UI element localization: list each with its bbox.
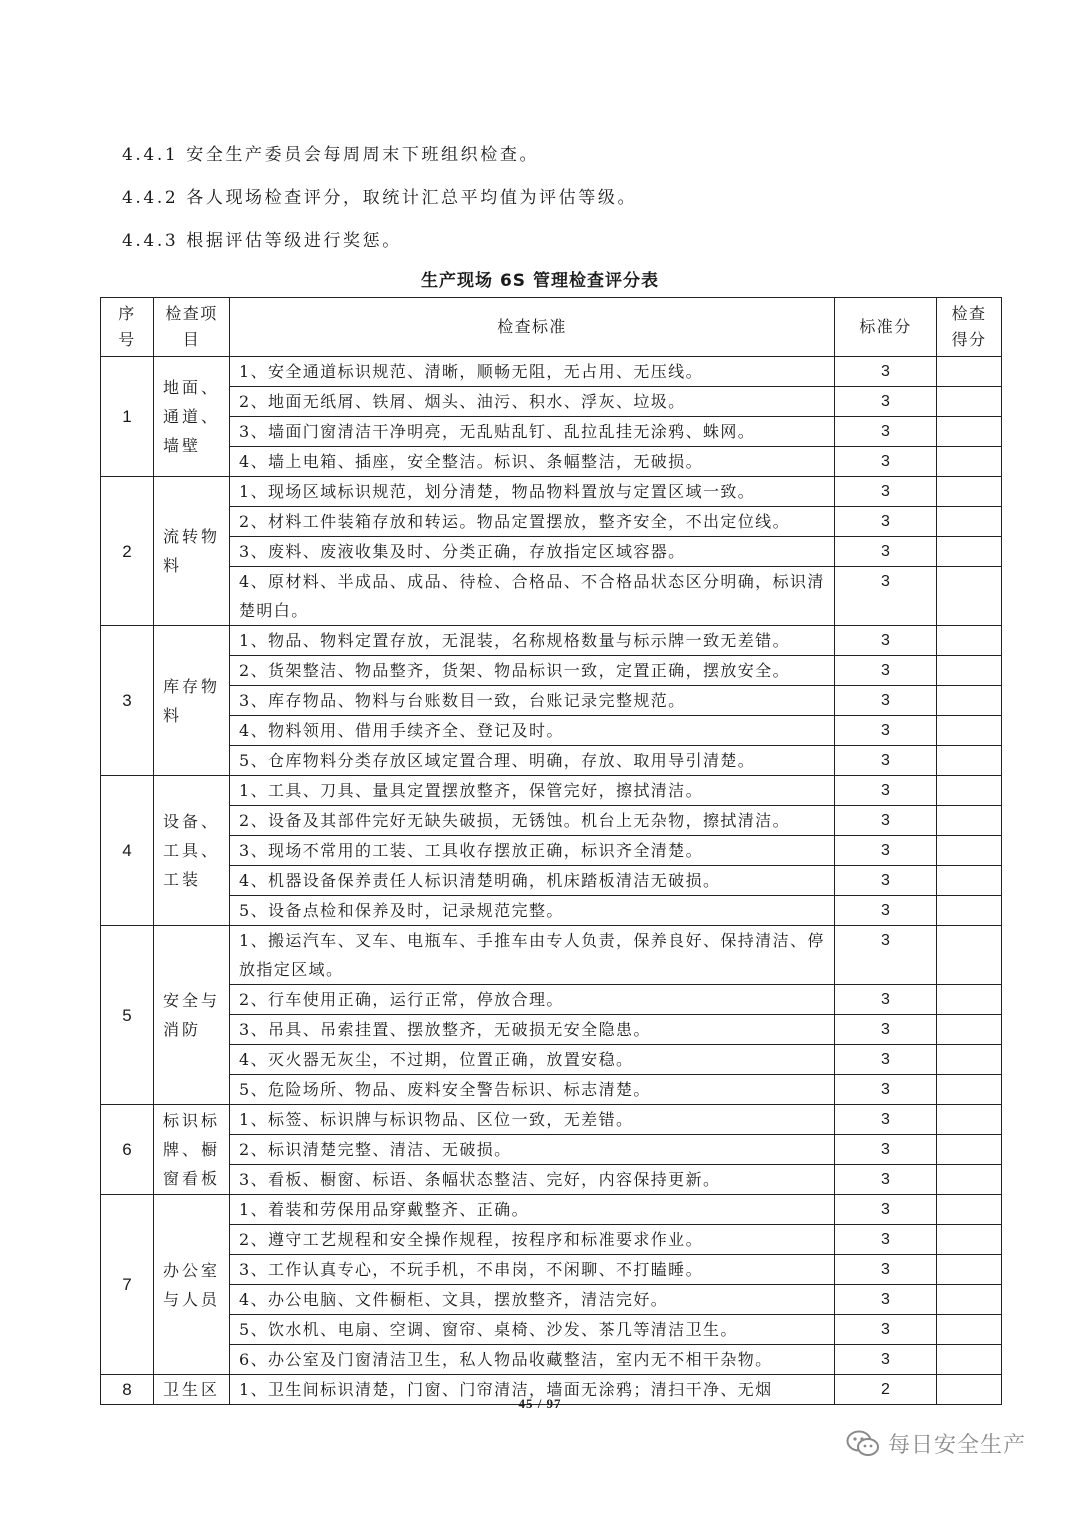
- inspection-score-cell[interactable]: [937, 1045, 1002, 1075]
- table-row: [101, 1135, 1002, 1165]
- table-row: [101, 985, 1002, 1015]
- inspection-standard: 1、现场区域标识规范，划分清楚，物品物料置放与定置区域一致。: [230, 477, 835, 507]
- standard-score: 3: [835, 1135, 937, 1165]
- inspection-item: 流转物料: [154, 477, 230, 626]
- inspection-score-table: [100, 297, 1002, 1405]
- inspection-standard: 2、材料工件装箱存放和转运。物品定置摆放，整齐安全，不出定位线。: [230, 507, 835, 537]
- header-no: 序号: [101, 298, 154, 357]
- inspection-standard: 3、看板、橱窗、标语、条幅状态整洁、完好，内容保持更新。: [230, 1165, 835, 1195]
- table-row: [101, 926, 1002, 985]
- row-number: 1: [101, 357, 154, 477]
- inspection-standard: 2、标识清楚完整、清洁、无破损。: [230, 1135, 835, 1165]
- table-row: [101, 507, 1002, 537]
- inspection-score-cell[interactable]: [937, 656, 1002, 686]
- standard-score: 3: [835, 716, 937, 746]
- inspection-score-cell[interactable]: [937, 357, 1002, 387]
- inspection-score-cell[interactable]: [937, 387, 1002, 417]
- inspection-item: 安全与消防: [154, 926, 230, 1105]
- table-row: [101, 1255, 1002, 1285]
- table-row: [101, 836, 1002, 866]
- standard-score: 3: [835, 1255, 937, 1285]
- inspection-standard: 2、货架整洁、物品整齐，货架、物品标识一致，定置正确，摆放安全。: [230, 656, 835, 686]
- standard-score: 3: [835, 1165, 937, 1195]
- table-row: [101, 1075, 1002, 1105]
- table-row: [101, 746, 1002, 776]
- table-row: [101, 387, 1002, 417]
- inspection-score-cell[interactable]: [937, 1135, 1002, 1165]
- standard-score: 3: [835, 985, 937, 1015]
- standard-score: 3: [835, 447, 937, 477]
- table-row: [101, 447, 1002, 477]
- table-row: [101, 1195, 1002, 1225]
- table-row: [101, 626, 1002, 656]
- inspection-score-cell[interactable]: [937, 417, 1002, 447]
- inspection-standard: 2、行车使用正确，运行正常，停放合理。: [230, 985, 835, 1015]
- inspection-standard: 6、办公室及门窗清洁卫生，私人物品收藏整洁，室内无不相干杂物。: [230, 1345, 835, 1375]
- standard-score: 3: [835, 776, 937, 806]
- table-header-row: [101, 298, 1002, 357]
- inspection-item: 库存物料: [154, 626, 230, 776]
- inspection-standard: 1、物品、物料定置存放，无混装，名称规格数量与标示牌一致无差错。: [230, 626, 835, 656]
- watermark-text: 每日安全生产: [888, 1433, 1027, 1458]
- standard-score: 3: [835, 477, 937, 507]
- inspection-standard: 1、搬运汽车、叉车、电瓶车、手推车由专人负责，保养良好、保持清洁、停放指定区域。: [230, 926, 835, 985]
- standard-score: 3: [835, 746, 937, 776]
- inspection-score-cell[interactable]: [937, 926, 1002, 985]
- inspection-score-cell[interactable]: [937, 1165, 1002, 1195]
- inspection-standard: 3、库存物品、物料与台账数目一致，台账记录完整规范。: [230, 686, 835, 716]
- paragraph-4-4-1: 4.4.1 安全生产委员会每周周末下班组织检查。: [122, 145, 540, 165]
- inspection-score-cell[interactable]: [937, 716, 1002, 746]
- standard-score: 3: [835, 1105, 937, 1135]
- table-row: [101, 806, 1002, 836]
- watermark: [846, 1428, 1026, 1459]
- standard-score: 2: [835, 1375, 937, 1405]
- inspection-score-cell[interactable]: [937, 1075, 1002, 1105]
- inspection-score-cell[interactable]: [937, 1255, 1002, 1285]
- inspection-standard: 4、物料领用、借用手续齐全、登记及时。: [230, 716, 835, 746]
- inspection-standard: 5、仓库物料分类存放区域定置合理、明确，存放、取用导引清楚。: [230, 746, 835, 776]
- table-row: [101, 896, 1002, 926]
- inspection-item: 标识标牌、橱窗看板: [154, 1105, 230, 1195]
- inspection-item: 地面、通道、墙壁: [154, 357, 230, 477]
- table-row: [101, 1105, 1002, 1135]
- inspection-standard: 3、废料、废液收集及时、分类正确，存放指定区域容器。: [230, 537, 835, 567]
- table-row: [101, 776, 1002, 806]
- inspection-score-cell[interactable]: [937, 985, 1002, 1015]
- inspection-standard: 2、地面无纸屑、铁屑、烟头、油污、积水、浮灰、垃圾。: [230, 387, 835, 417]
- inspection-score-cell[interactable]: [937, 776, 1002, 806]
- table-title: 生产现场 6S 管理检查评分表: [421, 271, 659, 291]
- table-row: [101, 537, 1002, 567]
- table-row: [101, 477, 1002, 507]
- table-row: [101, 567, 1002, 626]
- inspection-standard: 1、标签、标识牌与标识物品、区位一致，无差错。: [230, 1105, 835, 1135]
- inspection-score-cell[interactable]: [937, 686, 1002, 716]
- standard-score: 3: [835, 1345, 937, 1375]
- inspection-standard: 5、饮水机、电扇、空调、窗帘、桌椅、沙发、茶几等清洁卫生。: [230, 1315, 835, 1345]
- inspection-standard: 5、危险场所、物品、废料安全警告标识、标志清楚。: [230, 1075, 835, 1105]
- standard-score: 3: [835, 1315, 937, 1345]
- table-body: [101, 357, 1002, 1405]
- row-number: 6: [101, 1105, 154, 1195]
- standard-score: 3: [835, 926, 937, 985]
- inspection-score-cell[interactable]: [937, 866, 1002, 896]
- standard-score: 3: [835, 1075, 937, 1105]
- inspection-score-cell[interactable]: [937, 447, 1002, 477]
- standard-score: 3: [835, 1225, 937, 1255]
- standard-score: 3: [835, 1015, 937, 1045]
- inspection-standard: 2、遵守工艺规程和安全操作规程，按程序和标准要求作业。: [230, 1225, 835, 1255]
- inspection-score-cell[interactable]: [937, 507, 1002, 537]
- header-item: 检查项目: [154, 298, 230, 357]
- table-row: [101, 1015, 1002, 1045]
- inspection-standard: 2、设备及其部件完好无缺失破损，无锈蚀。机台上无杂物，擦拭清洁。: [230, 806, 835, 836]
- standard-score: 3: [835, 357, 937, 387]
- inspection-standard: 3、墙面门窗清洁干净明亮，无乱贴乱钉、乱拉乱挂无涂鸦、蛛网。: [230, 417, 835, 447]
- standard-score: 3: [835, 656, 937, 686]
- inspection-standard: 5、设备点检和保养及时，记录规范完整。: [230, 896, 835, 926]
- inspection-standard: 1、卫生间标识清楚，门窗、门帘清洁，墙面无涂鸦；清扫干净、无烟: [230, 1375, 835, 1405]
- inspection-score-cell[interactable]: [937, 1105, 1002, 1135]
- header-score: 标准分: [835, 298, 937, 357]
- inspection-score-cell[interactable]: [937, 806, 1002, 836]
- standard-score: 3: [835, 1195, 937, 1225]
- inspection-standard: 1、安全通道标识规范、清晰，顺畅无阻，无占用、无压线。: [230, 357, 835, 387]
- inspection-standard: 4、办公电脑、文件橱柜、文具，摆放整齐，清洁完好。: [230, 1285, 835, 1315]
- standard-score: 3: [835, 806, 937, 836]
- table-row: [101, 1165, 1002, 1195]
- inspection-standard: 4、墙上电箱、插座，安全整洁。标识、条幅整洁，无破损。: [230, 447, 835, 477]
- inspection-standard: 1、工具、刀具、量具定置摆放整齐，保管完好，擦拭清洁。: [230, 776, 835, 806]
- table-row: [101, 1225, 1002, 1255]
- inspection-score-cell[interactable]: [937, 836, 1002, 866]
- row-number: 3: [101, 626, 154, 776]
- inspection-score-cell[interactable]: [937, 896, 1002, 926]
- standard-score: 3: [835, 866, 937, 896]
- inspection-score-cell[interactable]: [937, 1225, 1002, 1255]
- inspection-score-cell[interactable]: [937, 567, 1002, 626]
- inspection-standard: 1、着装和劳保用品穿戴整齐、正确。: [230, 1195, 835, 1225]
- wechat-icon: [846, 1430, 880, 1458]
- page-number: 45 / 97: [518, 1396, 562, 1411]
- inspection-standard: 3、现场不常用的工装、工具收存摆放正确，标识齐全清楚。: [230, 836, 835, 866]
- standard-score: 3: [835, 417, 937, 447]
- paragraph-4-4-2: 4.4.2 各人现场检查评分，取统计汇总平均值为评估等级。: [122, 188, 638, 208]
- inspection-score-cell[interactable]: [937, 1285, 1002, 1315]
- standard-score: 3: [835, 1285, 937, 1315]
- standard-score: 3: [835, 686, 937, 716]
- inspection-score-cell[interactable]: [937, 537, 1002, 567]
- inspection-score-cell[interactable]: [937, 1015, 1002, 1045]
- inspection-score-cell[interactable]: [937, 1345, 1002, 1375]
- inspection-item: 办公室与人员: [154, 1195, 230, 1375]
- inspection-standard: 4、原材料、半成品、成品、待检、合格品、不合格品状态区分明确，标识清楚明白。: [230, 567, 835, 626]
- inspection-standard: 4、机器设备保养责任人标识清楚明确，机床踏板清洁无破损。: [230, 866, 835, 896]
- table-row: [101, 417, 1002, 447]
- inspection-score-cell[interactable]: [937, 1195, 1002, 1225]
- table-row: [101, 1345, 1002, 1375]
- table-row: [101, 686, 1002, 716]
- row-number: 8: [101, 1375, 154, 1405]
- inspection-item: 卫生区: [154, 1375, 230, 1405]
- header-standard: 检查标准: [230, 298, 835, 357]
- standard-score: 3: [835, 1045, 937, 1075]
- table-row: [101, 1285, 1002, 1315]
- paragraph-4-4-3: 4.4.3 根据评估等级进行奖惩。: [122, 231, 402, 251]
- row-number: 4: [101, 776, 154, 926]
- header-got: 检查得分: [937, 298, 1002, 357]
- standard-score: 3: [835, 567, 937, 626]
- inspection-standard: 4、灭火器无灰尘，不过期，位置正确，放置安稳。: [230, 1045, 835, 1075]
- standard-score: 3: [835, 896, 937, 926]
- table-row: [101, 716, 1002, 746]
- table-row: [101, 656, 1002, 686]
- standard-score: 3: [835, 836, 937, 866]
- row-number: 7: [101, 1195, 154, 1375]
- table-row: [101, 1045, 1002, 1075]
- row-number: 2: [101, 477, 154, 626]
- inspection-standard: 3、吊具、吊索挂置、摆放整齐，无破损无安全隐患。: [230, 1015, 835, 1045]
- inspection-score-cell[interactable]: [937, 746, 1002, 776]
- inspection-standard: 3、工作认真专心，不玩手机，不串岗，不闲聊、不打瞌睡。: [230, 1255, 835, 1285]
- table-row: [101, 866, 1002, 896]
- inspection-score-cell[interactable]: [937, 477, 1002, 507]
- standard-score: 3: [835, 537, 937, 567]
- inspection-score-cell[interactable]: [937, 1315, 1002, 1345]
- table-row: [101, 1315, 1002, 1345]
- inspection-item: 设备、工具、工装: [154, 776, 230, 926]
- row-number: 5: [101, 926, 154, 1105]
- standard-score: 3: [835, 507, 937, 537]
- table-row: [101, 357, 1002, 387]
- inspection-score-cell[interactable]: [937, 626, 1002, 656]
- standard-score: 3: [835, 626, 937, 656]
- standard-score: 3: [835, 387, 937, 417]
